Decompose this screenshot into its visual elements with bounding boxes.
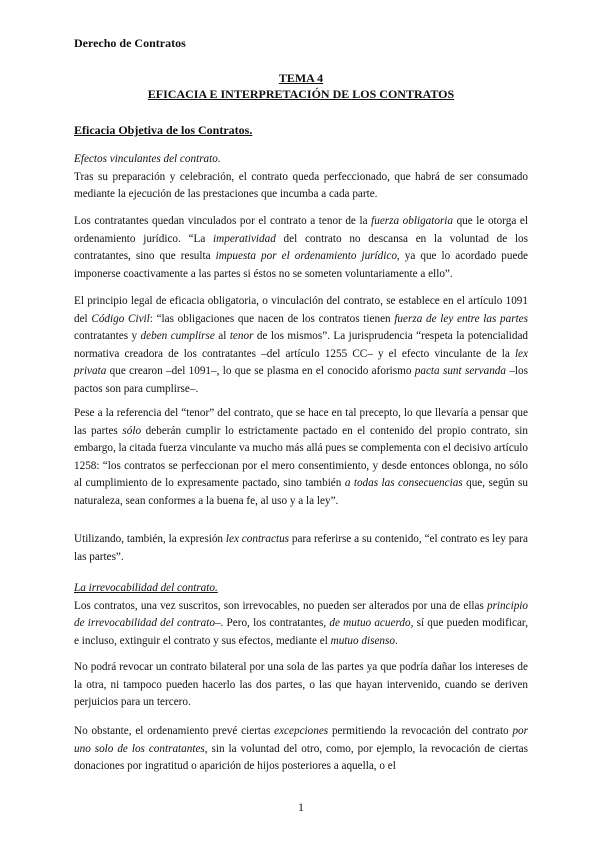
text-run: –los pactos son para cumplirse–. [74,365,528,395]
section-heading: Eficacia Objetiva de los Contratos. [74,123,253,137]
text-run: Pese a la referencia del “tenor” del contrato, que se hace en tal precepto, lo que llevaría a pensar que las partes [74,407,528,437]
paragraph-5 [74,531,528,566]
paragraph-5-block [74,531,528,566]
text-run: No obstante, el ordenamiento prevé ciertas [74,725,275,737]
text-run: , sí que pueden modificar, e incluso, extinguir el contrato y sus efectos, mediante el [74,617,528,647]
text-run: al [214,330,230,343]
italic-run: tenor [229,330,254,343]
paragraph-2 [74,213,528,283]
text-run: Utilizando, también, la expresión [74,533,226,545]
paragraph-6 [74,598,528,651]
italic-run: principio de irrevocabilidad del contrato [74,599,528,630]
italic-run: lex contractus [225,533,290,545]
italic-run: mutuo disenso [330,634,395,647]
text-run: deberán cumplir lo estrictamente pactado en el contenido del propio contrato, sin embargo, la citada fuerza vinculante va mucho más allá pues se complementa con el decisivo artículo 1258: “los contratos se perfeccionan por el mero consentimiento, y desde entonces oblonga, no sólo al cumplimiento de lo expresamente pactado, sino también [74,424,528,490]
subsection-effects [74,151,528,204]
text-run: que le otorga el ordenamiento jurídico. “La [74,215,528,245]
text-run: : “las obligaciones que nacen de los contratos tienen [149,312,395,325]
subsection-irrevocability [74,580,528,650]
italic-run: fuerza de ley entre las partes [394,312,528,325]
text-run: No podrá revocar un contrato bilateral por una sola de las partes ya que podría dañar los intereses de la otra, ni tampoco pueden hacerlo las dos partes, o las que hayan intervenido, cuando se deriven perjuicios para un tercero. [74,661,528,709]
paragraph-7-block [74,659,528,712]
italic-run: fuerza obligatoria [371,215,454,227]
text-run: Los contratos, una vez suscritos, son irrevocables, no pueden ser alterados por una de ellas [74,599,487,612]
text-run: , ya que lo acordado puede imponerse coactivamente a las partes si éstos no se someten voluntariamente a ello”. [74,250,529,280]
text-run: para referirse a su contenido, “el contrato es ley para las partes”. [74,533,528,563]
text-run: Los contratantes quedan vinculados por el contrato a tenor de la [74,215,372,227]
italic-run: Código Civil [91,312,150,325]
paragraph-8 [74,723,528,776]
paragraph-7 [74,659,528,712]
chapter-number: TEMA 4 [278,71,324,85]
italic-run: imperatividad [213,232,276,245]
text-run: contratantes y [74,330,141,343]
paragraph-8-block [74,723,528,776]
italic-run: deben cumplirse [140,330,215,343]
italic-run: de mutuo acuerdo [329,617,411,630]
paragraph-4-block [74,405,528,511]
text-run: de los mismos”. La jurisprudencia “respeta la potencialidad normativa creadora de los contratantes –del artículo 1255 CC– y el efecto vinculante de la [74,330,529,360]
document-page [74,0,528,848]
running-header: Derecho de Contratos [74,36,186,50]
text-run: –. Pero, los contratantes, [214,617,330,630]
page-number: 1 [298,800,304,814]
chapter-title: EFICACIA E INTERPRETACIÓN DE LOS CONTRATOS [147,87,455,101]
italic-run: impuesta por el ordenamiento jurídico [215,250,397,263]
text-run: que, según su naturaleza, sean conformes a la buena fe, al uso y a la ley”. [74,477,528,507]
text-run: , sin la voluntad del otro, como, por ejemplo, la revocación de ciertas donaciones por ingratitud o aparición de hijos posteriores a aquella, o el [74,742,529,773]
italic-run: excepciones [274,725,329,737]
subheading-irrevocability: La irrevocabilidad del contrato. [74,582,218,594]
italic-run: por uno solo de los contratantes [74,725,528,755]
italic-run: a todas las consecuencias [344,477,463,490]
text-run: . [394,634,398,647]
text-run: que crearon –del 1091–, lo que se plasma en el conocido aforismo [106,365,415,378]
subheading-effects: Efectos vinculantes del contrato. [74,153,221,165]
paragraph-1 [74,169,528,204]
italic-run: pacta sunt servanda [414,365,506,378]
paragraph-4 [74,405,528,511]
text-run: permitiendo la revocación del contrato [328,725,513,737]
text-run: El principio legal de eficacia obligatoria, o vinculación del contrato, se establece en el artículo 1091 del [74,295,528,325]
italic-run: lex privata [74,347,528,378]
paragraph-3-block [74,293,528,399]
italic-run: sólo [122,424,142,437]
text-run: del contrato no descansa en la voluntad de los contratantes, sino que resulta [74,232,528,263]
paragraph-3 [74,293,528,399]
paragraph-2-block [74,213,528,283]
text-run: Tras su preparación y celebración, el contrato queda perfeccionado, que habrá de ser consumado mediante la ejecución de las prestaciones que incumba a cada parte. [74,170,528,201]
